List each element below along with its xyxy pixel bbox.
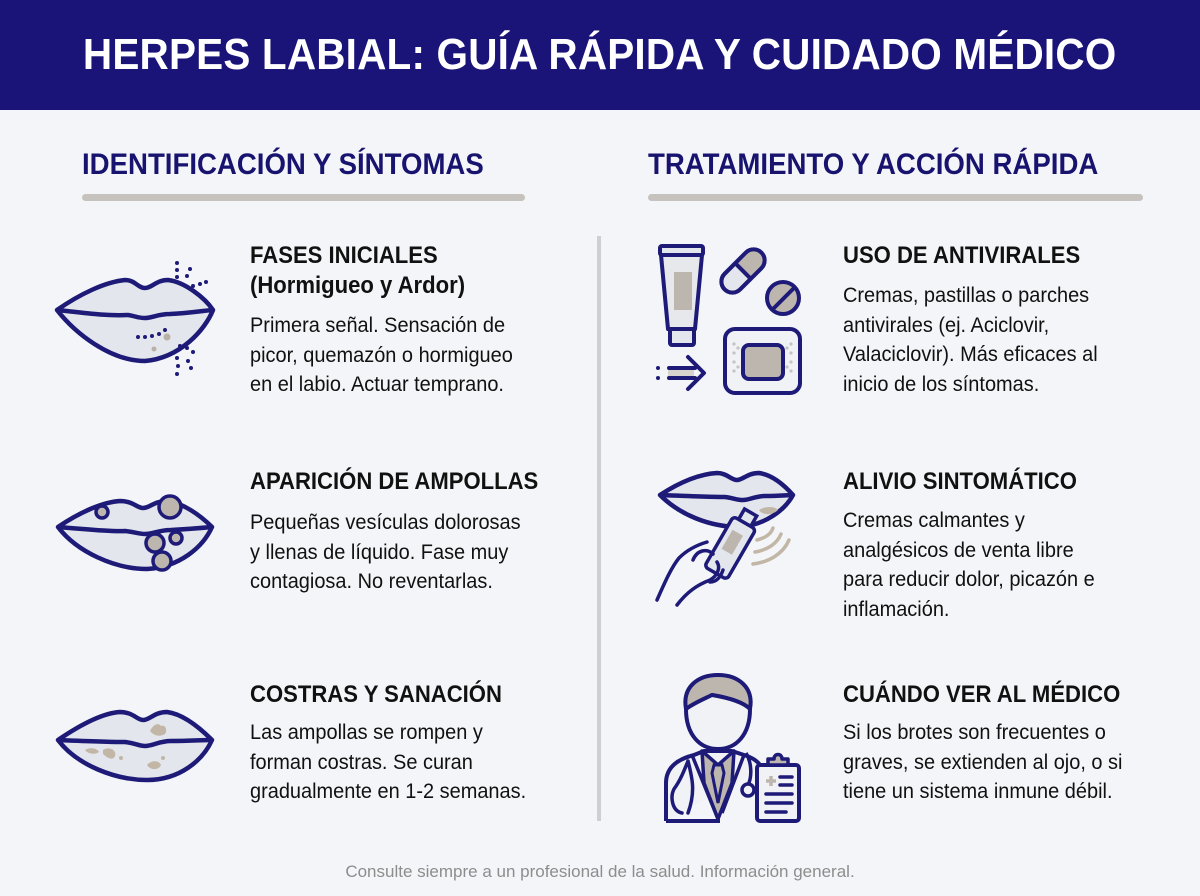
item-title: ALIVIO SINTOMÁTICO xyxy=(843,468,1077,495)
item-title: COSTRAS Y SANACIÓN xyxy=(250,681,502,708)
right-column-title: TRATAMIENTO Y ACCIÓN RÁPIDA xyxy=(648,148,1099,181)
item-description: Si los brotes son frecuentes o graves, se extienden al ojo, o si tiene un sistema inmune débil. xyxy=(843,721,1123,803)
left-column-title: IDENTIFICACIÓN Y SÍNTOMAS xyxy=(82,148,484,181)
item-subtitle: (Hormigueo y Ardor) xyxy=(250,272,466,299)
item-title: APARICIÓN DE AMPOLLAS xyxy=(250,468,539,495)
page-title: HERPES LABIAL: GUÍA RÁPIDA Y CUIDADO MÉDICO xyxy=(83,30,1117,79)
item-description: Cremas calmantes y analgésicos de venta libre para reducir dolor, picazón e inflamación. xyxy=(843,509,1095,621)
lips-blisters-icon xyxy=(55,497,215,582)
item-description: Cremas, pastillas o parches antivirales (ej. Aciclovir, Valaciclovir). Más eficaces al inicio de los síntomas. xyxy=(843,284,1098,396)
footer-disclaimer: Consulte siempre a un profesional de la salud. Información general. xyxy=(345,862,855,881)
right-column-rule xyxy=(648,194,1143,201)
item-description: Las ampollas se rompen y forman costras. Se curan gradualmente en 1-2 semanas. xyxy=(250,721,527,803)
item-description: Primera señal. Sensación de picor, quemazón o hormigueo en el labio. Actuar temprano. xyxy=(250,314,513,396)
item-description: Pequeñas vesículas dolorosas y llenas de líquido. Fase muy contagiosa. No reventarlas. xyxy=(250,511,521,593)
cream-application-icon xyxy=(655,470,795,610)
lips-tingling-icon xyxy=(50,258,220,393)
item-title: CUÁNDO VER AL MÉDICO xyxy=(843,681,1121,708)
column-divider xyxy=(597,236,601,821)
item-title: USO DE ANTIVIRALES xyxy=(843,242,1081,269)
item-title: FASES INICIALES xyxy=(250,242,438,269)
header-banner xyxy=(0,0,1200,110)
left-column-rule xyxy=(82,194,525,201)
doctor-icon xyxy=(662,673,802,828)
lips-scabs-icon xyxy=(55,710,215,790)
antiviral-medication-icon xyxy=(655,243,805,403)
